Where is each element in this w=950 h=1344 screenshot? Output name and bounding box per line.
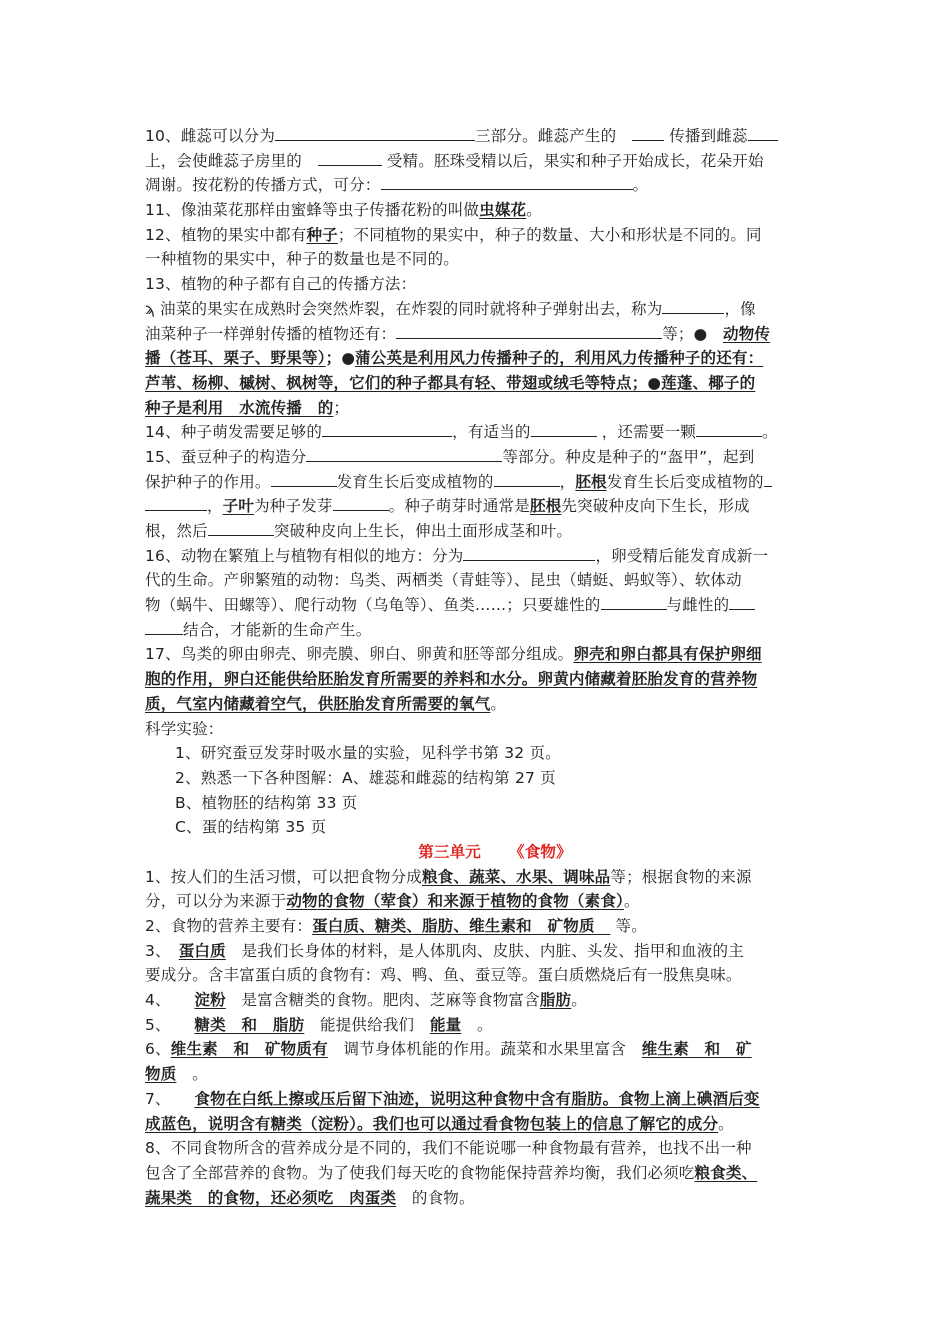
text: 2、食物的营养主要有： [145,917,313,935]
text: 17、鸟类的卵由卵壳、卵壳膜、卵白、卵黄和胚等部分组成。 [145,645,574,664]
fill-blank [381,174,633,190]
answer: 动物的食物（荤食）和来源于植物的食物（素食） [286,892,624,911]
answer: 蛋白质、糖类、脂肪、维生素和 矿物质 [312,917,611,935]
text: 受精。胚珠受精以后，果实和种子开始成长，花朵开始 [386,151,764,170]
text: 油菜种子一样弹射传播的植物还有： [145,324,397,343]
text: 包含了全部营养的食物。为了使我们每天吃的食物能保持营养均衡，我们必须吃 [145,1163,695,1182]
experiment-2 [145,766,805,791]
text: 能提供给我们 [320,1015,415,1034]
answer: 子叶 [222,497,255,516]
text: 是富含糖类的食物。肥肉、芝麻等食物富含 [241,991,540,1010]
answer: 粮食、蔬菜、水果、调味品 [421,867,611,886]
fill-blank [145,495,207,511]
answer: 糖类 和 脂肪 [194,1015,305,1034]
item-15-line-1 [145,445,805,470]
text: 8、不同食物所含的营养成分是不同的，我们不能说哪一种食物最有营养，也找不出一种 [145,1139,752,1158]
answer: 维生素 和 矿 [641,1040,752,1059]
text: 科学实验： [145,719,224,738]
item-13-line-4 [145,346,805,371]
text: 传播到雌蕊 [669,127,748,145]
text: 上，会使雌蕊子房里的 [145,151,303,170]
item-17-line-3 [145,692,805,717]
text: ，像 [724,299,756,318]
fill-blank [494,471,560,487]
text: ， [207,497,223,516]
answer: 蒲公英是利用风力传播种子的，利用风力传播种子的还有： [355,349,764,368]
food-item-4 [145,988,805,1013]
text: 与雌性的 [666,596,730,615]
text: ； [333,398,350,417]
text: B、植物胚的结构第 33 页 [175,793,358,812]
answer: 动物传 [723,324,771,343]
text: ，还需要一颗 [601,423,696,442]
answer: 质，气室内储藏着空气，供胚胎发育所需要的氧气 [145,694,491,713]
text: ， [559,472,576,491]
text: ；● [325,349,356,368]
fill-blank [764,471,772,487]
text: ϡ 油菜的果实在成熟时会突然炸裂，在炸裂的同时就将种子弹射出去，称为 [145,299,663,318]
item-13-line-1 [145,272,805,297]
text: 一种植物的果实中，种子的数量也是不同的。 [145,250,460,269]
answer: 粮食类、 [694,1163,758,1182]
text: 等部分。种皮是种子的“盔甲”，起到 [502,447,755,466]
item-15-line-3 [145,494,805,519]
text: 保护种子的作用。 [145,472,271,491]
fill-blank [662,298,724,314]
food-item-1-line-2 [145,889,805,914]
experiments-title [145,717,805,742]
item-13-line-3 [145,322,805,347]
fill-blank [601,594,667,610]
item-16-line-1 [145,544,805,569]
fill-blank [306,446,502,462]
fill-blank [145,619,183,635]
answer: 成蓝色，说明含有糖类（淀粉）。我们也可以通过看食物包装上的信息了解它的成分 [145,1114,719,1133]
text: 分，可以分为来源于 [145,892,287,911]
text: 等。 [615,917,647,935]
text: 4、 [145,991,164,1010]
text: 。 [192,1065,208,1084]
text: 1、按人们的生活习惯，可以把食物分成 [145,867,422,886]
food-item-3-line-2 [145,963,805,988]
food-item-3-line-1 [145,939,805,964]
text: 三部分。雌蕊产生的 [475,127,617,145]
text: 。 [623,892,640,911]
text: 11、像油菜花那样由蜜蜂等虫子传播花粉的叫做 [145,201,480,220]
food-item-7-line-1 [145,1087,805,1112]
food-item-2 [145,914,805,939]
fill-blank [696,421,762,437]
text: 。种子萌芽时通常是 [388,497,530,516]
item-13-line-2 [145,297,805,322]
text: 等；根据食物的来源 [610,867,752,886]
answer: 脂肪 [539,991,572,1010]
food-item-1-line-1 [145,865,805,890]
item-15-line-2 [145,470,805,495]
food-item-6-line-1 [145,1037,805,1062]
text: 的食物。 [411,1188,475,1207]
item-16-line-3 [145,593,805,618]
text: 14、种子萌发需要足够的 [145,423,323,442]
fill-blank [396,323,662,339]
text: 为种子发芽 [254,497,333,516]
text: 凋谢。按花粉的传播方式，可分： [145,176,381,195]
text: 结合，才能新的生命产生。 [183,620,372,639]
answer: 卵壳和卵白都具有保护卵细 [573,645,762,664]
text: ，有适当的 [452,423,531,442]
unit-heading [145,840,805,865]
experiment-3 [145,791,805,816]
unit-number: 第三单元 [418,842,481,861]
text: 发育生长后变成植物的 [606,472,764,491]
answer: 能量 [429,1015,462,1034]
item-16-line-4 [145,618,805,643]
text: ；不同植物的果实中，种子的数量、大小和形状是不同的。同 [337,225,762,244]
food-item-8-line-2 [145,1161,805,1186]
text: 15、蚕豆种子的构造分 [145,447,307,466]
fill-blank [322,421,452,437]
item-12-line-2 [145,247,805,272]
answer: 食物在白纸上擦或压后留下油迹，说明这种食物中含有脂肪。食物上滴上碘酒后变 [194,1089,760,1108]
food-item-5 [145,1013,805,1038]
answer: 胚根 [575,472,607,491]
answer: 芦苇、杨柳、槭树、枫树等，它们的种子都具有轻、带翅或绒毛等特点；●莲蓬、椰子的 [145,373,756,392]
text: 是我们长身体的材料，是人体肌肉、皮肤、内脏、头发、指甲和血液的主 [241,941,744,960]
food-item-6-line-2 [145,1062,805,1087]
text: 12、植物的果实中都有 [145,225,307,244]
item-10-line-2 [145,149,805,174]
text: 。 [490,694,507,713]
fill-blank [275,125,475,141]
text: 。 [571,991,587,1010]
fill-blank [729,594,755,610]
item-13-line-6 [145,396,805,421]
item-10-line-3 [145,173,805,198]
experiment-1 [145,741,805,766]
answer: 维生素 和 矿物质有 [170,1040,328,1059]
fill-blank [208,520,274,536]
text: 7、 [145,1089,164,1108]
answer: 蔬果类 的食物，还必须吃 肉蛋类 [145,1188,397,1207]
item-11 [145,198,805,223]
text: ，卵受精后能发育成新一 [595,546,769,565]
text: 6、 [145,1040,171,1059]
text: 突破种皮向上生长，伸出土面形成茎和叶。 [273,522,573,540]
text: 。 [632,176,649,195]
answer: 播（苍耳、栗子、野果等） [145,349,326,368]
answer: 胚根 [529,497,562,516]
item-12-line-1 [145,223,805,248]
text: 物（蜗牛、田螺等）、爬行动物（乌龟等）、鱼类……；只要雄性的 [145,596,601,615]
item-13-line-5 [145,371,805,396]
answer: 淀粉 [194,991,226,1010]
answer: 种子是利用 水流传播 的 [145,398,334,417]
fill-blank [271,471,337,487]
text: 调节身体机能的作用。蔬菜和水果里富含 [343,1040,627,1059]
text: 。 [761,423,778,442]
text: 发育生长后变成植物的 [336,472,494,491]
text: 。 [477,1015,493,1034]
answer: 种子 [306,225,338,244]
item-15-line-4 [145,519,805,544]
fill-blank [333,495,389,511]
document-body [145,124,805,1210]
text: 。 [526,201,542,220]
item-10-line-1 [145,124,805,149]
text: 16、动物在繁殖上与植物有相似的地方：分为 [145,546,464,565]
text: 10、雌蕊可以分为 [145,127,276,145]
answer: 蛋白质 [178,941,226,960]
text: 等；● [662,324,708,343]
answer: 虫媒花 [479,201,527,220]
text: 。 [718,1114,734,1133]
answer: 物质 [145,1065,177,1084]
text: 代的生命。产卵繁殖的动物：鸟类、两栖类（青蛙等）、昆虫（蜻蜓、蚂蚁等）、软体动 [145,571,742,590]
item-16-line-2 [145,568,805,593]
fill-blank [748,125,778,141]
text: 先突破种皮向下生长，形成 [561,497,750,516]
food-item-8-line-1 [145,1136,805,1161]
unit-name: 《食物》 [509,842,572,861]
item-17-line-1 [145,642,805,667]
text: 3、 [145,941,164,960]
fill-blank [531,421,597,437]
text: 13、植物的种子都有自己的传播方法： [145,275,417,294]
text: 1、研究蚕豆发芽时吸水量的实验，见科学书第 32 页。 [175,744,561,763]
item-14 [145,420,805,445]
food-item-8-line-3 [145,1186,805,1211]
item-17-line-2 [145,667,805,692]
text: 要成分。含丰富蛋白质的食物有：鸡、鸭、鱼、蚕豆等。蛋白质燃烧后有一股焦臭味。 [145,966,742,985]
fill-blank [632,125,664,141]
fill-blank [318,150,382,166]
text: 5、 [145,1015,164,1034]
answer: 胞的作用，卵白还能供给胚胎发育所需要的养料和水分。卵黄内储藏着胚胎发育的营养物 [145,670,758,689]
text: 根，然后 [145,522,208,540]
text: C、蛋的结构第 35 页 [175,818,327,837]
experiment-4 [145,815,805,840]
text: 2、熟悉一下各种图解：A、雄蕊和雌蕊的结构第 27 页 [175,768,556,787]
food-item-7-line-2 [145,1112,805,1137]
fill-blank [463,545,595,561]
